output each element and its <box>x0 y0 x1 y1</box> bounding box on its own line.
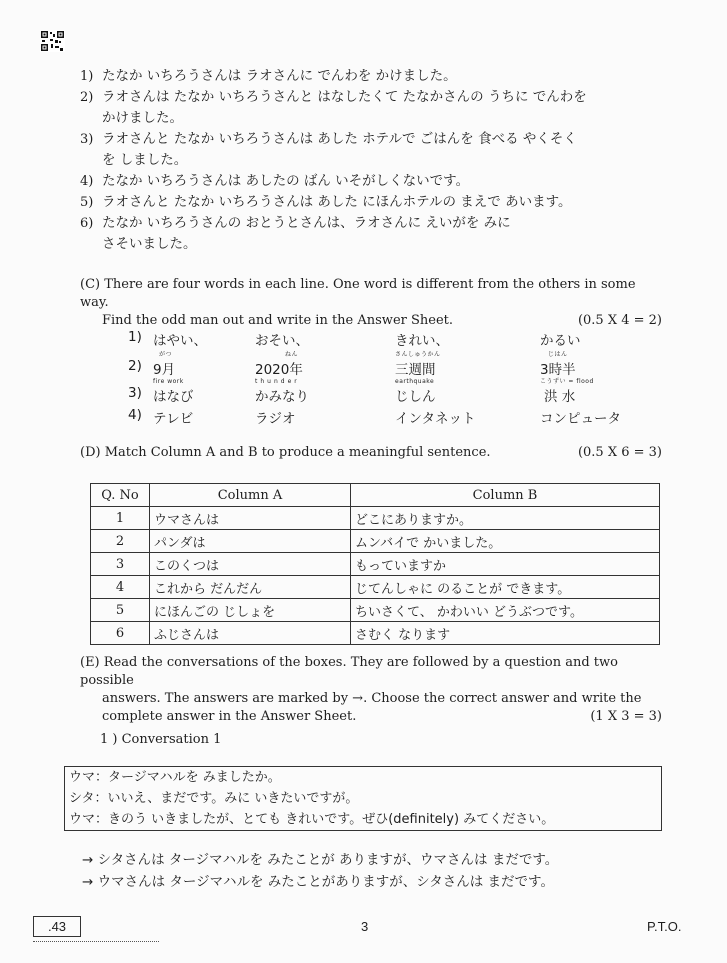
table-row: 6 ふじさんは さむく なります <box>91 622 660 645</box>
answer-option-1: → シタさんは タージマハルを みたことが ありますが、ウマさんは まだです。 <box>82 852 559 868</box>
table-row: 5 にほんごの じしょを ちいさくて、 かわいい どうぶつです。 <box>91 599 660 622</box>
statement-5: 5) ラオさんと たなか いちろうさんは あした にほんホテルの まえで あいます。 <box>80 194 572 210</box>
matching-table <box>90 483 660 645</box>
table-header-row: Q. No Column A Column B <box>91 484 660 507</box>
section-c-marks: (0.5 X 4 = 2) <box>577 313 662 328</box>
dialogue-line: シタ：いいえ、まだです。みに いきたいですが。 <box>69 791 359 806</box>
statement-list <box>80 66 680 255</box>
table-row: 3 このくつは もっていますか <box>91 553 660 576</box>
conversation-box <box>64 766 662 831</box>
section-d-marks: (0.5 X 6 = 3) <box>577 445 662 460</box>
page-number: 3 <box>361 919 369 934</box>
footer-divider <box>33 941 159 942</box>
table-row: 2 パンダは ムンバイで かいました。 <box>91 530 660 553</box>
answer-option-2: → ウマさんは タージマハルを みたことがありますが、シタさんは まだです。 <box>82 874 554 890</box>
dialogue-line: ウマ：タージマハルを みましたか。 <box>69 770 281 785</box>
dialogue-line: ウマ：きのう いきましたが、とても きれいです。ぜひ(definitely) みてください。 <box>69 812 555 827</box>
statement-1: 1) たなか いちろうさんは ラオさんに でんわを かけました。 <box>80 68 457 84</box>
section-d-instructions: (D) Match Column A and B to produce a meaningful sentence. (0.5 X 6 = 3) <box>80 445 662 460</box>
table-row: 4 これから だんだん じてんしゃに のることが できます。 <box>91 576 660 599</box>
odd-word-grid: 1) はやい、 おそい、 きれい、 かるい 2) がつ 9月 ねん 2020年 さんしゅうかん 三週間 じはん 3時半 3) fire work はなび thunder かみなり earthquake じしん こうずい = flood 洪 水 4) テレビ ラジオ インタネット コンピュータ <box>128 329 621 427</box>
table-row: 1 ウマさんは どこにありますか。 <box>91 507 660 530</box>
pto-label: P.T.O. <box>647 919 682 934</box>
answer-options <box>82 849 672 893</box>
statement-6: 6) たなか いちろうさんの おとうとさんは、ラオさんに えいがを みに さそいました。 <box>80 215 511 252</box>
section-e-marks: (1 X 3 = 3) <box>590 709 662 724</box>
statement-3: 3) ラオさんと たなか いちろうさんは あした ホテルで ごはんを 食べる やくそく を しました。 <box>80 131 577 168</box>
qr-code-icon <box>40 30 65 52</box>
section-c-instructions: (C) There are four words in each line. One word is different from the others in some way. Find the odd man out and write in the Answer Sheet. (0.5 X 4 = 2) <box>80 277 662 328</box>
paper-code: .43 <box>33 916 81 937</box>
section-e-instructions: (E) Read the conversations of the boxes. They are followed by a question and two possible answers. The answers are marked by →. Choose the correct answer and write the complete answer in the Answer Sheet. (1 X 3 = 3) <box>80 655 662 724</box>
conversation-title: 1 ) Conversation 1 <box>100 732 222 747</box>
statement-4: 4) たなか いちろうさんは あしたの ばん いそがしくないです。 <box>80 173 470 189</box>
statement-2: 2) ラオさんは たなか いちろうさんと はなしたくて たなかさんの うちに でんわを かけました。 <box>80 89 587 126</box>
